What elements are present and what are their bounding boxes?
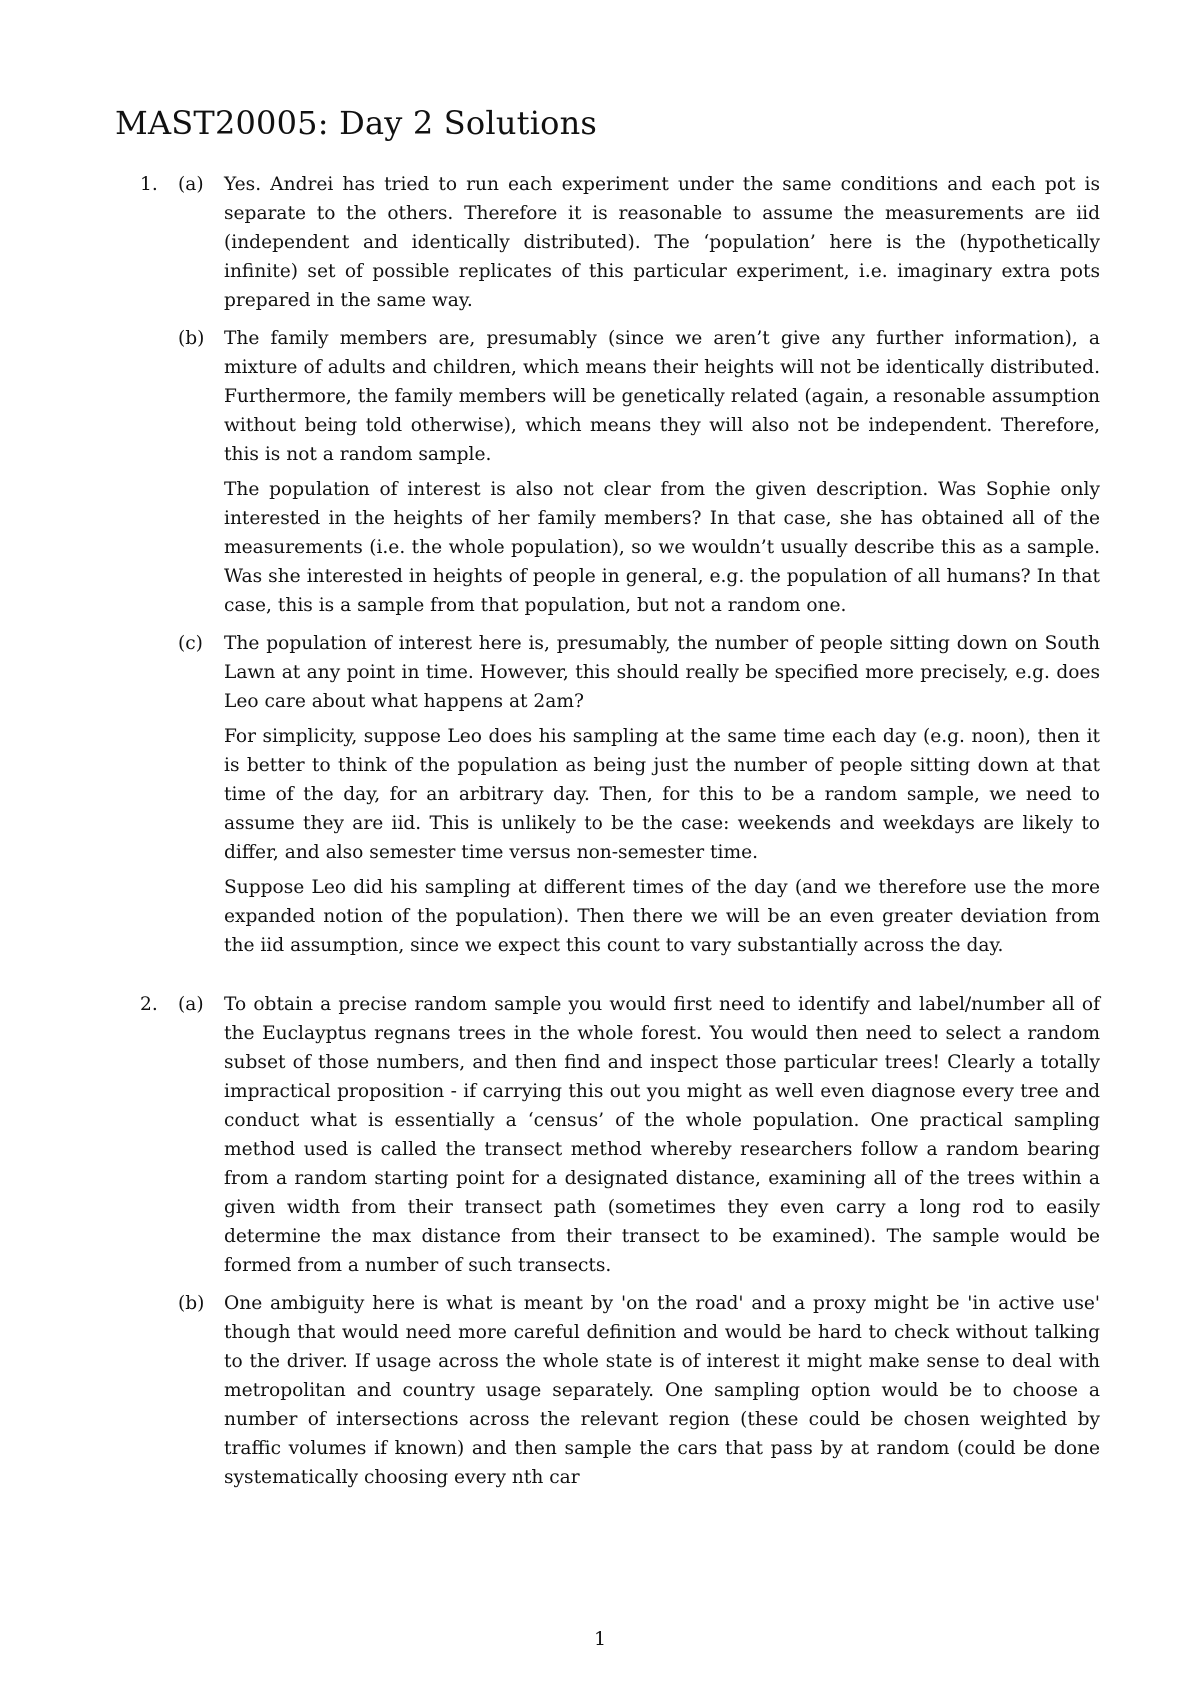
answer-paragraph: The family members are, presumably (since we aren’t give any further information), a mixture of adults and children, which means their heights will not be identically distributed. Furthermore, the family members will be genetically related (again, a resonable assumption without being told otherwise), which means they will also not be independent. Therefore, this is not a random sample. xyxy=(224,328,1100,465)
answer-paragraph: The population of interest here is, presumably, the number of people sitting down on South Lawn at any point in time. However, this should really be specified more precisely, e.g. does Leo care about what happens at 2am? xyxy=(224,633,1100,712)
question-1-part-a xyxy=(178,170,1100,315)
page-number: 1 xyxy=(593,1628,607,1650)
answer-paragraph: One ambiguity here is what is meant by 'on the road' and a proxy might be 'in active use' though that would need more careful definition and would be hard to check without talking to the driver. If usage across the whole state is of interest it might make sense to deal with metropolitan and country usage separately. One sampling option would be to choose a number of intersections across the relevant region (these could be chosen weighted by traffic volumes if known) and then sample the cars that pass by at random (could be done systematically choosing every nth car xyxy=(224,1293,1100,1488)
question-parts xyxy=(178,990,1100,1501)
question-1-part-b xyxy=(178,324,1100,620)
part-body xyxy=(224,1289,1100,1492)
part-label: (b) xyxy=(178,328,205,349)
answer-paragraph: The population of interest is also not clear from the given description. Was Sophie only interested in the heights of her family members? In that case, she has obtained all of the measurements (i.e. the whole population), so we wouldn’t usually describe this as a sample. Was she interested in heights of people in general, e.g. the population of all humans? In that case, this is a sample from that population, but not a random one. xyxy=(224,479,1100,616)
answer-paragraph: To obtain a precise random sample you would first need to identify and label/number all of the Euclayptus regnans trees in the whole forest. You would then need to select a random subset of those numbers, and then find and inspect those particular trees! Clearly a totally impractical proposition - if carrying this out you might as well even diagnose every tree and conduct what is essentially a ‘census’ of the whole population. One practical sampling method used is called the transect method whereby researchers follow a random bearing from a random starting point for a designated distance, examining all of the trees within a given width from their transect path (sometimes they even carry a long rod to easily determine the max distance from their transect to be examined). The sample would be formed from a number of such transects. xyxy=(224,994,1100,1276)
part-label: (a) xyxy=(178,174,204,195)
question-number: 1. xyxy=(140,174,158,195)
question-parts xyxy=(178,170,1100,969)
answer-paragraph: Yes. Andrei has tried to run each experiment under the same conditions and each pot is separate to the others. Therefore it is reasonable to assume the measurements are iid (independent and identically distributed). The ‘population’ here is the (hypothetically infinite) set of possible replicates of this particular experiment, i.e. imaginary extra pots prepared in the same way. xyxy=(224,174,1100,311)
answer-paragraph: Suppose Leo did his sampling at different times of the day (and we therefore use the more expanded notion of the population). Then there we will be an even greater deviation from the iid assumption, since we expect this count to vary substantially across the day. xyxy=(224,877,1100,956)
question-2-part-a xyxy=(178,990,1100,1280)
part-label: (b) xyxy=(178,1293,205,1314)
part-body xyxy=(224,324,1100,620)
answer-paragraph: For simplicity, suppose Leo does his sampling at the same time each day (e.g. noon), then it is better to think of the population as being just the number of people sitting down at that time of the day, for an arbitrary day. Then, for this to be a random sample, we need to assume they are iid. This is unlikely to be the case: weekends and weekdays are likely to differ, and also semester time versus non-semester time. xyxy=(224,726,1100,863)
solutions-list xyxy=(140,170,1100,1522)
part-body xyxy=(224,990,1100,1280)
page-title: MAST20005: Day 2 Solutions xyxy=(115,104,598,142)
question-number: 2. xyxy=(140,994,158,1015)
part-label: (a) xyxy=(178,994,204,1015)
part-body xyxy=(224,170,1100,315)
question-1 xyxy=(140,170,1100,969)
part-body xyxy=(224,629,1100,960)
question-1-part-c xyxy=(178,629,1100,960)
question-2-part-b xyxy=(178,1289,1100,1492)
part-label: (c) xyxy=(178,633,203,654)
question-2 xyxy=(140,990,1100,1501)
